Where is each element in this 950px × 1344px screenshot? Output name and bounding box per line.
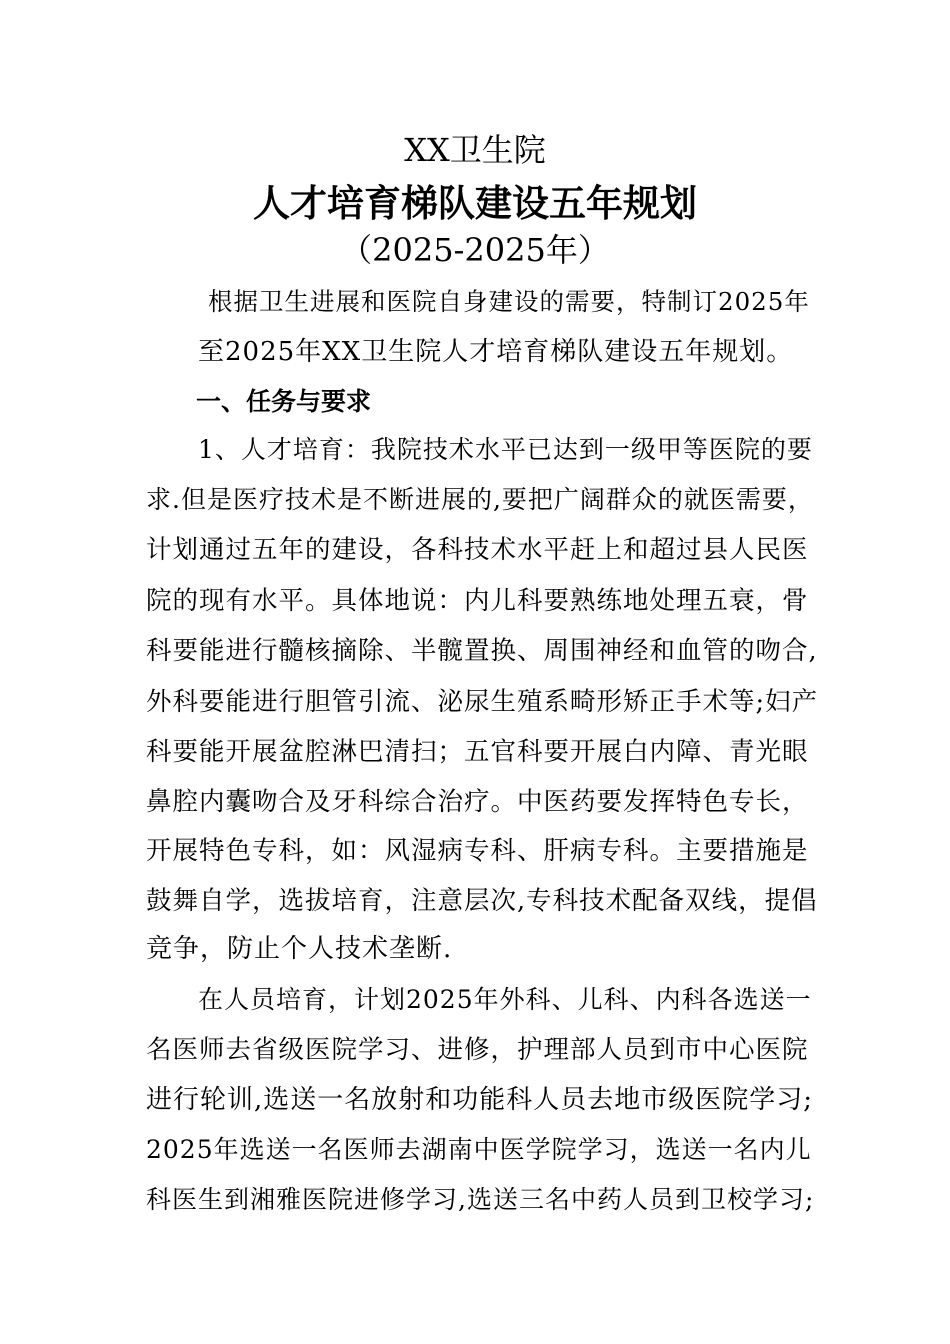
paragraph1-line-11: 竞争，防止个人技术垄断.	[146, 934, 453, 964]
paragraph1-line-7: 科要能开展盆腔淋巴清扫；五官科要开展白内障、青光眼	[146, 737, 809, 767]
paragraph2-line-1: 在人员培育，计划2025年外科、儿科、内科各选送一	[198, 985, 812, 1014]
paragraph1-line-6: 外科要能进行胆管引流、泌尿生殖系畸形矫正手术等;妇产	[146, 687, 819, 717]
document-org-title: XX卫生院	[404, 131, 546, 169]
section-heading-1: 一、任务与要求	[196, 387, 372, 416]
document-years-subtitle: （2025-2025年）	[340, 231, 610, 269]
paragraph2-line-2: 名医师去省级医院学习、进修，护理部人员到市中心医院	[146, 1035, 809, 1065]
intro-line-1: 根据卫生进展和医院自身建设的需要，特制订2025年	[208, 287, 810, 316]
paragraph1-line-1: 1、人才培育：我院技术水平已达到一级甲等医院的要	[198, 435, 813, 464]
paragraph2-line-5: 科医生到湘雅医院进修学习,选送三名中药人员到卫校学习;	[146, 1185, 815, 1214]
paragraph1-line-5: 科要能进行髓核摘除、半髋置换、周围神经和血管的吻合,	[146, 636, 818, 666]
paragraph2-line-3: 进行轮训,选送一名放射和功能科人员去地市级医院学习;	[146, 1085, 814, 1115]
intro-line-2: 至2025年XX卫生院人才培育梯队建设五年规划。	[198, 337, 794, 367]
paragraph1-line-2: 求.但是医疗技术是不断进展的,要把广阔群众的就医需要，	[146, 485, 814, 514]
paragraph1-line-3: 计划通过五年的建设，各科技术水平赶上和超过县人民医	[146, 535, 809, 565]
paragraph1-line-8: 鼻腔内囊吻合及牙科综合治疗。中医药要发挥特色专长，	[146, 787, 809, 817]
paragraph1-line-9: 开展特色专科，如：风湿病专科、肝病专科。主要措施是	[146, 836, 809, 866]
paragraph1-line-10: 鼓舞自学，选拔培育，注意层次,专科技术配备双线，提倡	[146, 886, 818, 916]
paragraph2-line-4: 2025年选送一名医师去湖南中医学院学习，选送一名内儿	[146, 1135, 812, 1164]
document-main-title: 人才培育梯队建设五年规划	[253, 182, 697, 225]
paragraph1-line-4: 院的现有水平。具体地说：内儿科要熟练地处理五衰，骨	[146, 586, 809, 616]
